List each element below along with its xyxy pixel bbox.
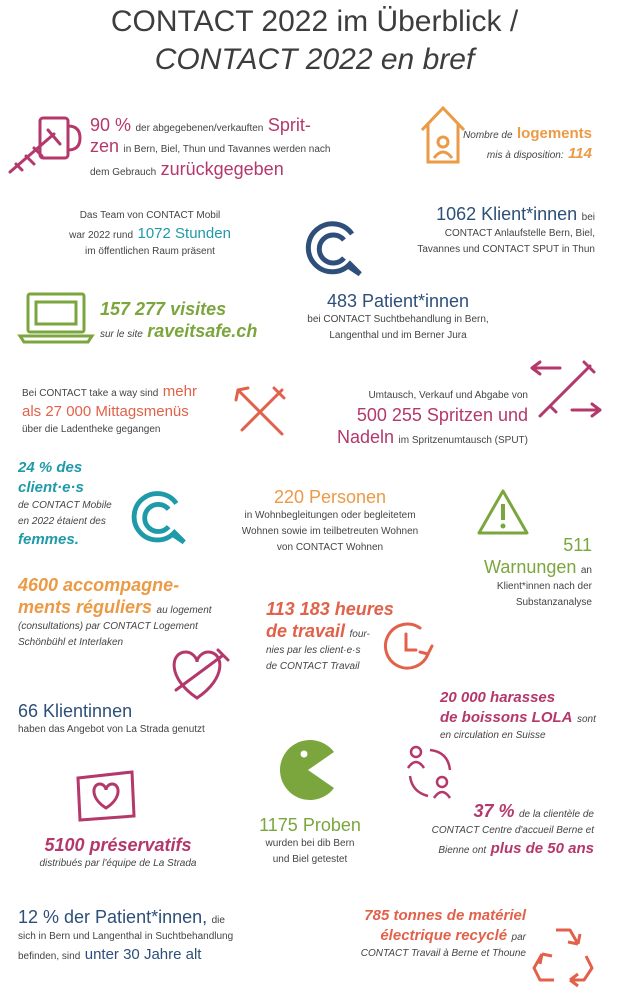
- stat-housing-persons: 220 Personen in Wohnbegleitungen oder begleitetem Wohnen sowie im teilbetreuten Wohnen von CONTACT Wohnen: [241, 487, 419, 553]
- condom-icon: [74, 768, 138, 824]
- stat-patients: 483 Patient*innen bei CONTACT Suchtbehandlung in Bern, Langenthal und im Berner Jura: [307, 291, 489, 341]
- stat-takeaway-menus: Bei CONTACT take a way sind mehr als 27 000 Mittagsmenüs über die Ladentheke gegangen: [22, 383, 197, 435]
- page-subtitle: CONTACT 2022 en bref: [154, 43, 475, 76]
- syringe-mug-icon: [8, 112, 88, 182]
- stat-clients-anlaufstelle: 1062 Klient*innen bei CONTACT Anlaufstelle Bern, Biel, Tavannes und CONTACT SPUT in Thun: [417, 204, 595, 255]
- stat-recycled-material: 785 tonnes de matériel électrique recyclé par CONTACT Travail à Berne et Thoune: [360, 907, 526, 959]
- clock-icon: [380, 620, 436, 676]
- stat-website-visits: 157 277 visites sur le site raveitsafe.ch: [100, 299, 258, 341]
- contact-logo-icon: [302, 218, 362, 278]
- fork-knife-icon: [232, 384, 288, 440]
- stat-returned-syringes: 90 % der abgegebenen/verkauften Sprit- zen in Bern, Biel, Thun und Tavannes werden nach dem Gebrauch zurückgegeben: [90, 115, 331, 179]
- page-title: CONTACT 2022 im Überblick /: [110, 5, 519, 38]
- contact-logo-teal-icon: [128, 488, 186, 546]
- laptop-icon: [18, 292, 94, 344]
- stat-housing: Nombre de logements mis à disposition: 114: [463, 125, 592, 162]
- stat-mobile-hours: Das Team von CONTACT Mobil war 2022 rund 1072 Stunden im öffentlichen Raum präsent: [69, 210, 231, 257]
- warning-icon: [476, 488, 530, 536]
- stat-condoms: 5100 préservatifs distribués par l'équipe de La Strada: [39, 835, 197, 869]
- stat-la-strada-clients: 66 Klientinnen haben das Angebot von La Strada genutzt: [18, 701, 205, 735]
- stat-lola-crates: 20 000 harasses de boissons LOLA sont en circulation en Suisse: [440, 689, 596, 741]
- recycle-icon: [530, 924, 596, 984]
- stat-young-patients: 12 % der Patient*innen, die sich in Bern und Langenthal in Suchtbehandlung befinden, sind unter 30 Jahre alt: [18, 907, 234, 963]
- heart-syringe-icon: [162, 646, 232, 704]
- stat-work-hours: 113 183 heures de travail four- nies par les client·e·s de CONTACT Travail: [266, 599, 394, 672]
- stat-syringes-exchanged: Umtausch, Verkauf und Abgabe von 500 255 Spritzen und Nadeln im Spritzenumtausch (SPUT): [337, 390, 528, 447]
- syringe-exchange-icon: [530, 360, 602, 420]
- stat-value: 90 %: [90, 115, 132, 135]
- people-cycle-icon: [402, 744, 458, 802]
- stat-samples: 1175 Proben wurden bei dib Bern und Biel getestet: [259, 815, 361, 865]
- pacman-icon: [276, 738, 340, 802]
- stat-warnings: 511 Warnungen an Klient*innen nach der Substanzanalyse: [484, 535, 592, 608]
- stat-women-clients: 24 % des client·e·s de CONTACT Mobile en 2022 étaient des femmes.: [18, 459, 112, 548]
- stat-accompaniments: 4600 accompagne- ments réguliers au logement (consultations) par CONTACT Logement Schönbühl et Interlaken: [18, 575, 212, 648]
- stat-clientele-over-50: 37 % de la clientèle de CONTACT Centre d'accueil Berne et Bienne ont plus de 50 ans: [431, 801, 594, 857]
